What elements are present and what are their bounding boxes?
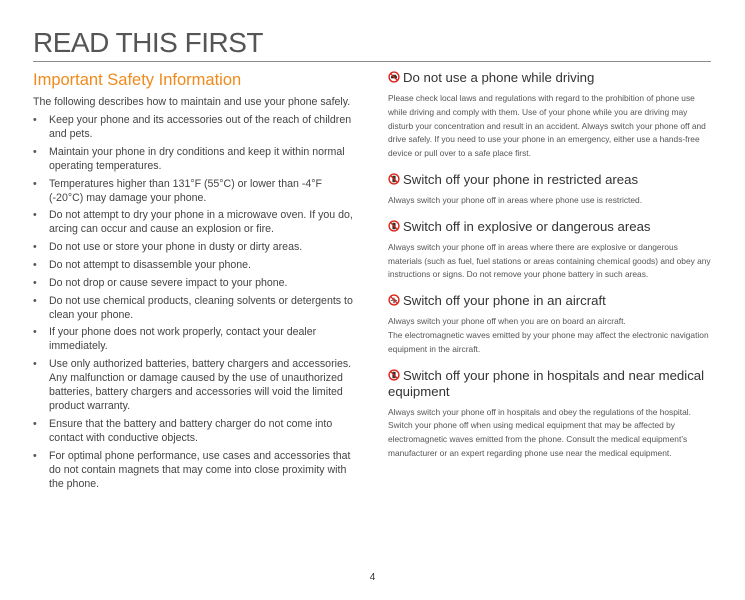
safety-list-item-text: Do not use or store your phone in dusty or dirty areas. xyxy=(49,241,303,254)
page-title: READ THIS FIRST xyxy=(33,27,264,58)
no-phone-icon xyxy=(388,369,400,381)
warning-heading xyxy=(388,368,713,400)
warning-heading xyxy=(388,70,713,86)
safety-list-item xyxy=(33,294,358,322)
bullet-icon: • xyxy=(33,449,37,462)
bullet-icon: • xyxy=(33,326,37,339)
warning-restricted-areas xyxy=(388,172,713,208)
safety-list-item-text: For optimal phone performance, use cases and accessories that do not contain magnets that may come into close proximity with the phone. xyxy=(49,449,351,490)
no-aircraft-icon xyxy=(388,294,400,306)
safety-list-item xyxy=(33,258,358,272)
safety-info-intro: The following describes how to maintain and use your phone safely. xyxy=(33,96,351,108)
warning-heading-text: Switch off your phone in restricted areas xyxy=(403,171,639,187)
bullet-icon: • xyxy=(33,241,37,254)
no-phone-icon xyxy=(388,220,400,232)
warning-heading xyxy=(388,293,713,309)
safety-list-item-text: Temperatures higher than 131°F (55°C) or lower than -4°F (-20°C) may damage your phone. xyxy=(49,177,322,204)
warning-text: Please check local laws and regulations with regard to the prohibition of phone use while driving and comply with them. Use of your phone while you are driving may disturb your concentration and result in an accident. Always switch your phone off and drive safely. If you need to use your phone in an emergency, either use a hands-free device or pull over to a safe place first. xyxy=(388,93,706,159)
bullet-icon: • xyxy=(33,358,37,371)
warning-heading-text: Do not use a phone while driving xyxy=(403,70,595,85)
warning-heading-text: Switch off your phone in hospitals and near medical equipment xyxy=(388,367,705,399)
bullet-icon: • xyxy=(33,258,37,271)
bullet-icon: • xyxy=(33,294,37,307)
warning-heading-text: Switch off your phone in an aircraft xyxy=(403,293,606,309)
warning-text: Always switch your phone off when you are on board an aircraft. The electromagnetic waves emitted by your phone may affect the electronic navigation equipment in the aircraft. xyxy=(388,316,709,354)
bullet-icon: • xyxy=(33,145,37,158)
safety-list-item-text: Ensure that the battery and battery charger do not come into contact with conductive objects. xyxy=(49,417,333,444)
safety-list-item-text: Keep your phone and its accessories out of the reach of children and pets. xyxy=(49,114,352,140)
warning-driving xyxy=(388,70,713,161)
safety-list-item-text: Do not attempt to disassemble your phone. xyxy=(49,258,251,271)
bullet-icon: • xyxy=(33,177,37,190)
warning-heading xyxy=(388,172,713,188)
warning-text: Always switch your phone off in areas where there are explosive or dangerous materials (such as fuel, fuel stations or areas containing chemical goods) and obey any instructions or signs. Do not remove your phone battery in such areas. xyxy=(388,241,711,280)
safety-info-heading: Important Safety Information xyxy=(33,71,242,89)
safety-list-item-text: Do not attempt to dry your phone in a microwave oven. If you do, arcing can occur and cause an explosion or fire. xyxy=(49,209,353,236)
warning-heading xyxy=(388,219,713,235)
safety-list-item-text: Do not drop or cause severe impact to your phone. xyxy=(49,276,288,289)
warning-hospitals xyxy=(388,368,713,461)
safety-list-item-text: Do not use chemical products, cleaning solvents or detergents to clean your phone. xyxy=(49,294,353,321)
no-driving-icon xyxy=(388,71,400,83)
warning-text: Always switch your phone off in areas where phone use is restricted. xyxy=(388,194,643,205)
safety-list-item xyxy=(33,240,358,254)
bullet-icon: • xyxy=(33,276,37,289)
title-divider xyxy=(33,61,711,62)
safety-list xyxy=(33,113,358,491)
safety-list-item xyxy=(33,145,358,173)
safety-list-item xyxy=(33,357,358,413)
safety-list-item xyxy=(33,177,358,205)
warnings-column xyxy=(388,70,713,472)
bullet-icon: • xyxy=(33,114,37,126)
warning-text: Always switch your phone off in hospitals and obey the regulations of the hospital. Switch your phone off when using medical equipment that may be affected by electromagnetic waves emitted from the phone. Consult the medical equipment’s manufacturer or an expert regarding phone use near the medical equipment. xyxy=(388,406,691,458)
safety-list-item xyxy=(33,113,358,141)
safety-list-item-text: If your phone does not work properly, contact your dealer immediately. xyxy=(49,326,317,353)
safety-list-item xyxy=(33,276,358,290)
safety-list-item-text: Use only authorized batteries, battery chargers and accessories. Any malfunction or damage caused by the use of unauthorized batteries, battery chargers and accessories will void the limited product warranty. xyxy=(49,358,352,413)
warning-heading-text: Switch off in explosive or dangerous areas xyxy=(403,218,651,234)
safety-list-item xyxy=(33,208,358,236)
safety-list-item-text: Maintain your phone in dry conditions and keep it within normal operating temperatures. xyxy=(49,145,345,172)
page-number: 4 xyxy=(369,572,376,583)
safety-info-column xyxy=(33,70,358,495)
safety-list-item xyxy=(33,449,358,491)
warning-aircraft xyxy=(388,293,713,356)
bullet-icon: • xyxy=(33,417,37,430)
safety-list-item xyxy=(33,325,358,353)
safety-list-item xyxy=(33,417,358,445)
bullet-icon: • xyxy=(33,209,37,222)
warning-explosive-areas xyxy=(388,219,713,282)
no-phone-icon xyxy=(388,173,400,185)
